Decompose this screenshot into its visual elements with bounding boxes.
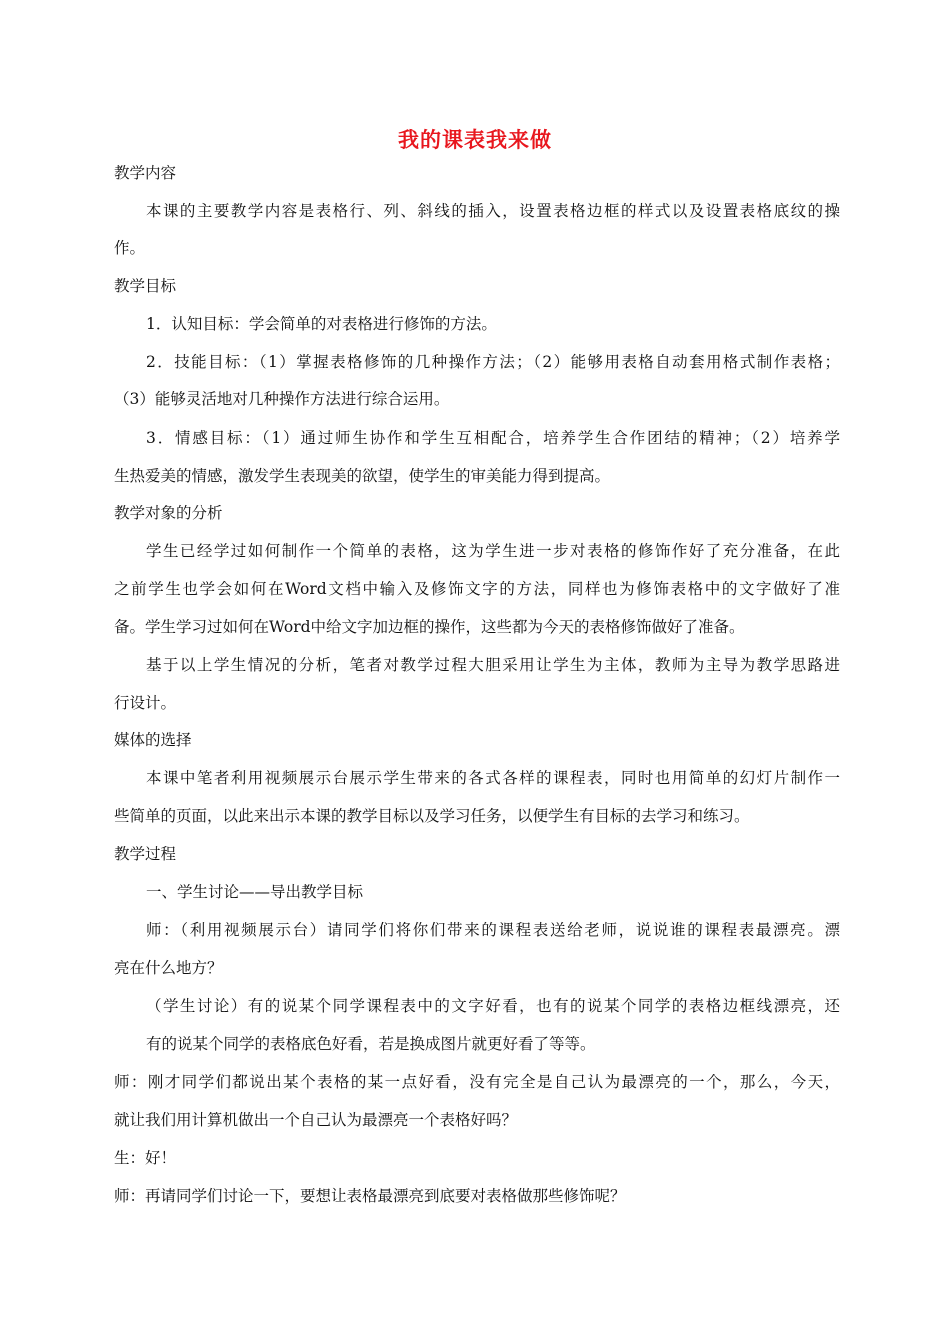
paragraph-line: 学生已经学过如何制作一个简单的表格，这为学生进一步对表格的修饰作好了充分准备，在此 (146, 542, 840, 560)
paragraph-line: 师：刚才同学们都说出某个表格的某一点好看，没有完全是自己认为最漂亮的一个，那么，今天， (114, 1073, 840, 1091)
paragraph-line: 基于以上学生情况的分析，笔者对教学过程大胆采用让学生为主体，教师为主导为教学思路进 (146, 656, 840, 674)
paragraph-line: 2．技能目标：（1）掌握表格修饰的几种操作方法；（2）能够用表格自动套用格式制作表格； (146, 353, 840, 371)
paragraph-line: 就让我们用计算机做出一个自己认为最漂亮一个表格好吗？ (114, 1111, 518, 1129)
paragraph-line: 些简单的页面，以此来出示本课的教学目标以及学习任务，以便学生有目标的去学习和练习。 (114, 807, 750, 825)
heading-teaching-goals: 教学目标 (114, 277, 177, 295)
paragraph-line: 师：再请同学们讨论一下，要想让表格最漂亮到底要对表格做那些修饰呢？ (114, 1187, 626, 1205)
paragraph-line: 亮在什么地方？ (114, 959, 223, 977)
subheading-step-one: 一、学生讨论——导出教学目标 (146, 883, 364, 901)
heading-teaching-content: 教学内容 (114, 164, 177, 182)
paragraph-line: 生：好！ (114, 1149, 177, 1167)
paragraph-line: 生热爱美的情感，激发学生表现美的欲望，使学生的审美能力得到提高。 (114, 467, 611, 485)
paragraph-line: （3）能够灵活地对几种操作方法进行综合运用。 (114, 390, 450, 408)
paragraph-line: （学生讨论）有的说某个同学课程表中的文字好看，也有的说某个同学的表格边框线漂亮，还 (146, 997, 840, 1015)
heading-teaching-process: 教学过程 (114, 845, 177, 863)
paragraph-line: 3．情感目标：（1）通过师生协作和学生互相配合，培养学生合作团结的精神；（2）培养学 (146, 429, 840, 447)
paragraph-line: 行设计。 (114, 694, 177, 712)
paragraph-line: 有的说某个同学的表格底色好看，若是换成图片就更好看了等等。 (146, 1035, 596, 1053)
paragraph-line: 师：（利用视频展示台）请同学们将你们带来的课程表送给老师，说说谁的课程表最漂亮。漂 (146, 921, 840, 939)
paragraph-line: 备。学生学习过如何在Word中给文字加边框的操作，这些都为今天的表格修饰做好了准备。 (114, 618, 745, 636)
paragraph-line: 1．认知目标：学会简单的对表格进行修饰的方法。 (146, 315, 497, 333)
heading-media-selection: 媒体的选择 (114, 731, 192, 749)
heading-student-analysis: 教学对象的分析 (114, 504, 223, 522)
paragraph-line: 作。 (114, 239, 146, 257)
paragraph-line: 本课的主要教学内容是表格行、列、斜线的插入，设置表格边框的样式以及设置表格底纹的操 (146, 202, 840, 220)
paragraph-line: 之前学生也学会如何在Word文档中输入及修饰文字的方法，同样也为修饰表格中的文字做好了准 (114, 580, 840, 598)
document-title: 我的课表我来做 (398, 127, 552, 152)
paragraph-line: 本课中笔者利用视频展示台展示学生带来的各式各样的课程表，同时也用简单的幻灯片制作一 (146, 769, 840, 787)
